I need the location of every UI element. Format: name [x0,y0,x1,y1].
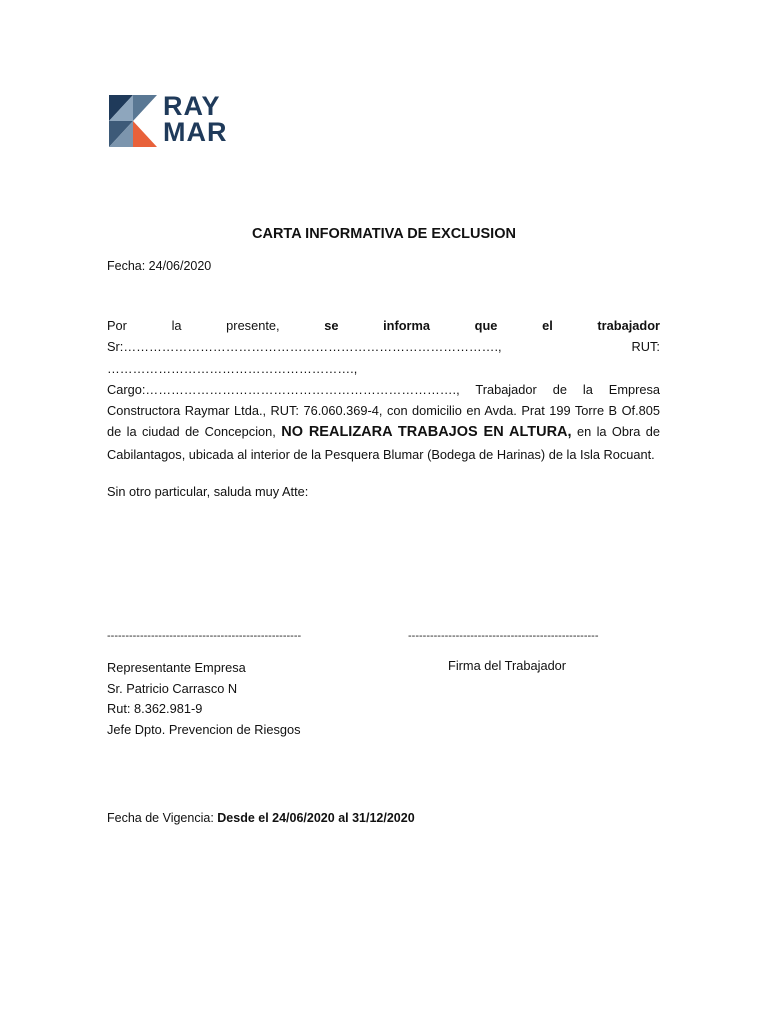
body-details: Sr:……………………………………………………………………………., RUT: …………………………………………………., Cargo:………………………………………………………………., Trabajador de la Empresa Constructora Raymar Ltda., RUT: 76.060.369-4, con domicilio en Avda. Prat 199 Torre B Of.805 de la ciudad de Concepcion, [107,339,660,440]
closing-salutation: Sin otro particular, saluda muy Atte: [107,484,309,499]
rep-name: Sr. Patricio Carrasco N [107,680,238,696]
rep-role: Representante Empresa [107,660,246,675]
body-paragraph [107,315,660,465]
raymar-logo-mark [109,95,159,147]
validity-label: Fecha de Vigencia: [107,811,218,825]
signature-line-worker: ---------------------------------------------------- [408,630,599,642]
rep-rut: Rut: 8.362.981-9 [107,701,203,717]
body-intro-bold: se informa que el trabajador [324,318,660,333]
document-date: Fecha: 24/06/2020 [107,259,212,273]
document-title: CARTA INFORMATIVA DE EXCLUSION [252,226,516,242]
signature-line-company: ----------------------------------------------------- [107,630,302,642]
raymar-wordmark [163,93,228,145]
validity-value: Desde el 24/06/2020 al 31/12/2020 [217,811,415,825]
validity-date [107,811,415,825]
logo-line-2: MAR [163,117,228,147]
logo-line-1: RAY [163,91,221,121]
rep-title: Jefe Dpto. Prevencion de Riesgos [107,721,301,737]
body-intro: Por la presente, [107,318,325,333]
company-representative-block [107,658,300,740]
body-emphasis: NO REALIZARA TRABAJOS EN ALTURA, [281,424,572,441]
worker-signature-label: Firma del Trabajador [448,658,567,673]
raymar-logo [109,91,249,149]
body-rest: en la Obra de Cabilantagos, ubicada al interior de la Pesquera Blumar (Bodega de Harinas) de la Isla Rocuant. [107,424,660,462]
